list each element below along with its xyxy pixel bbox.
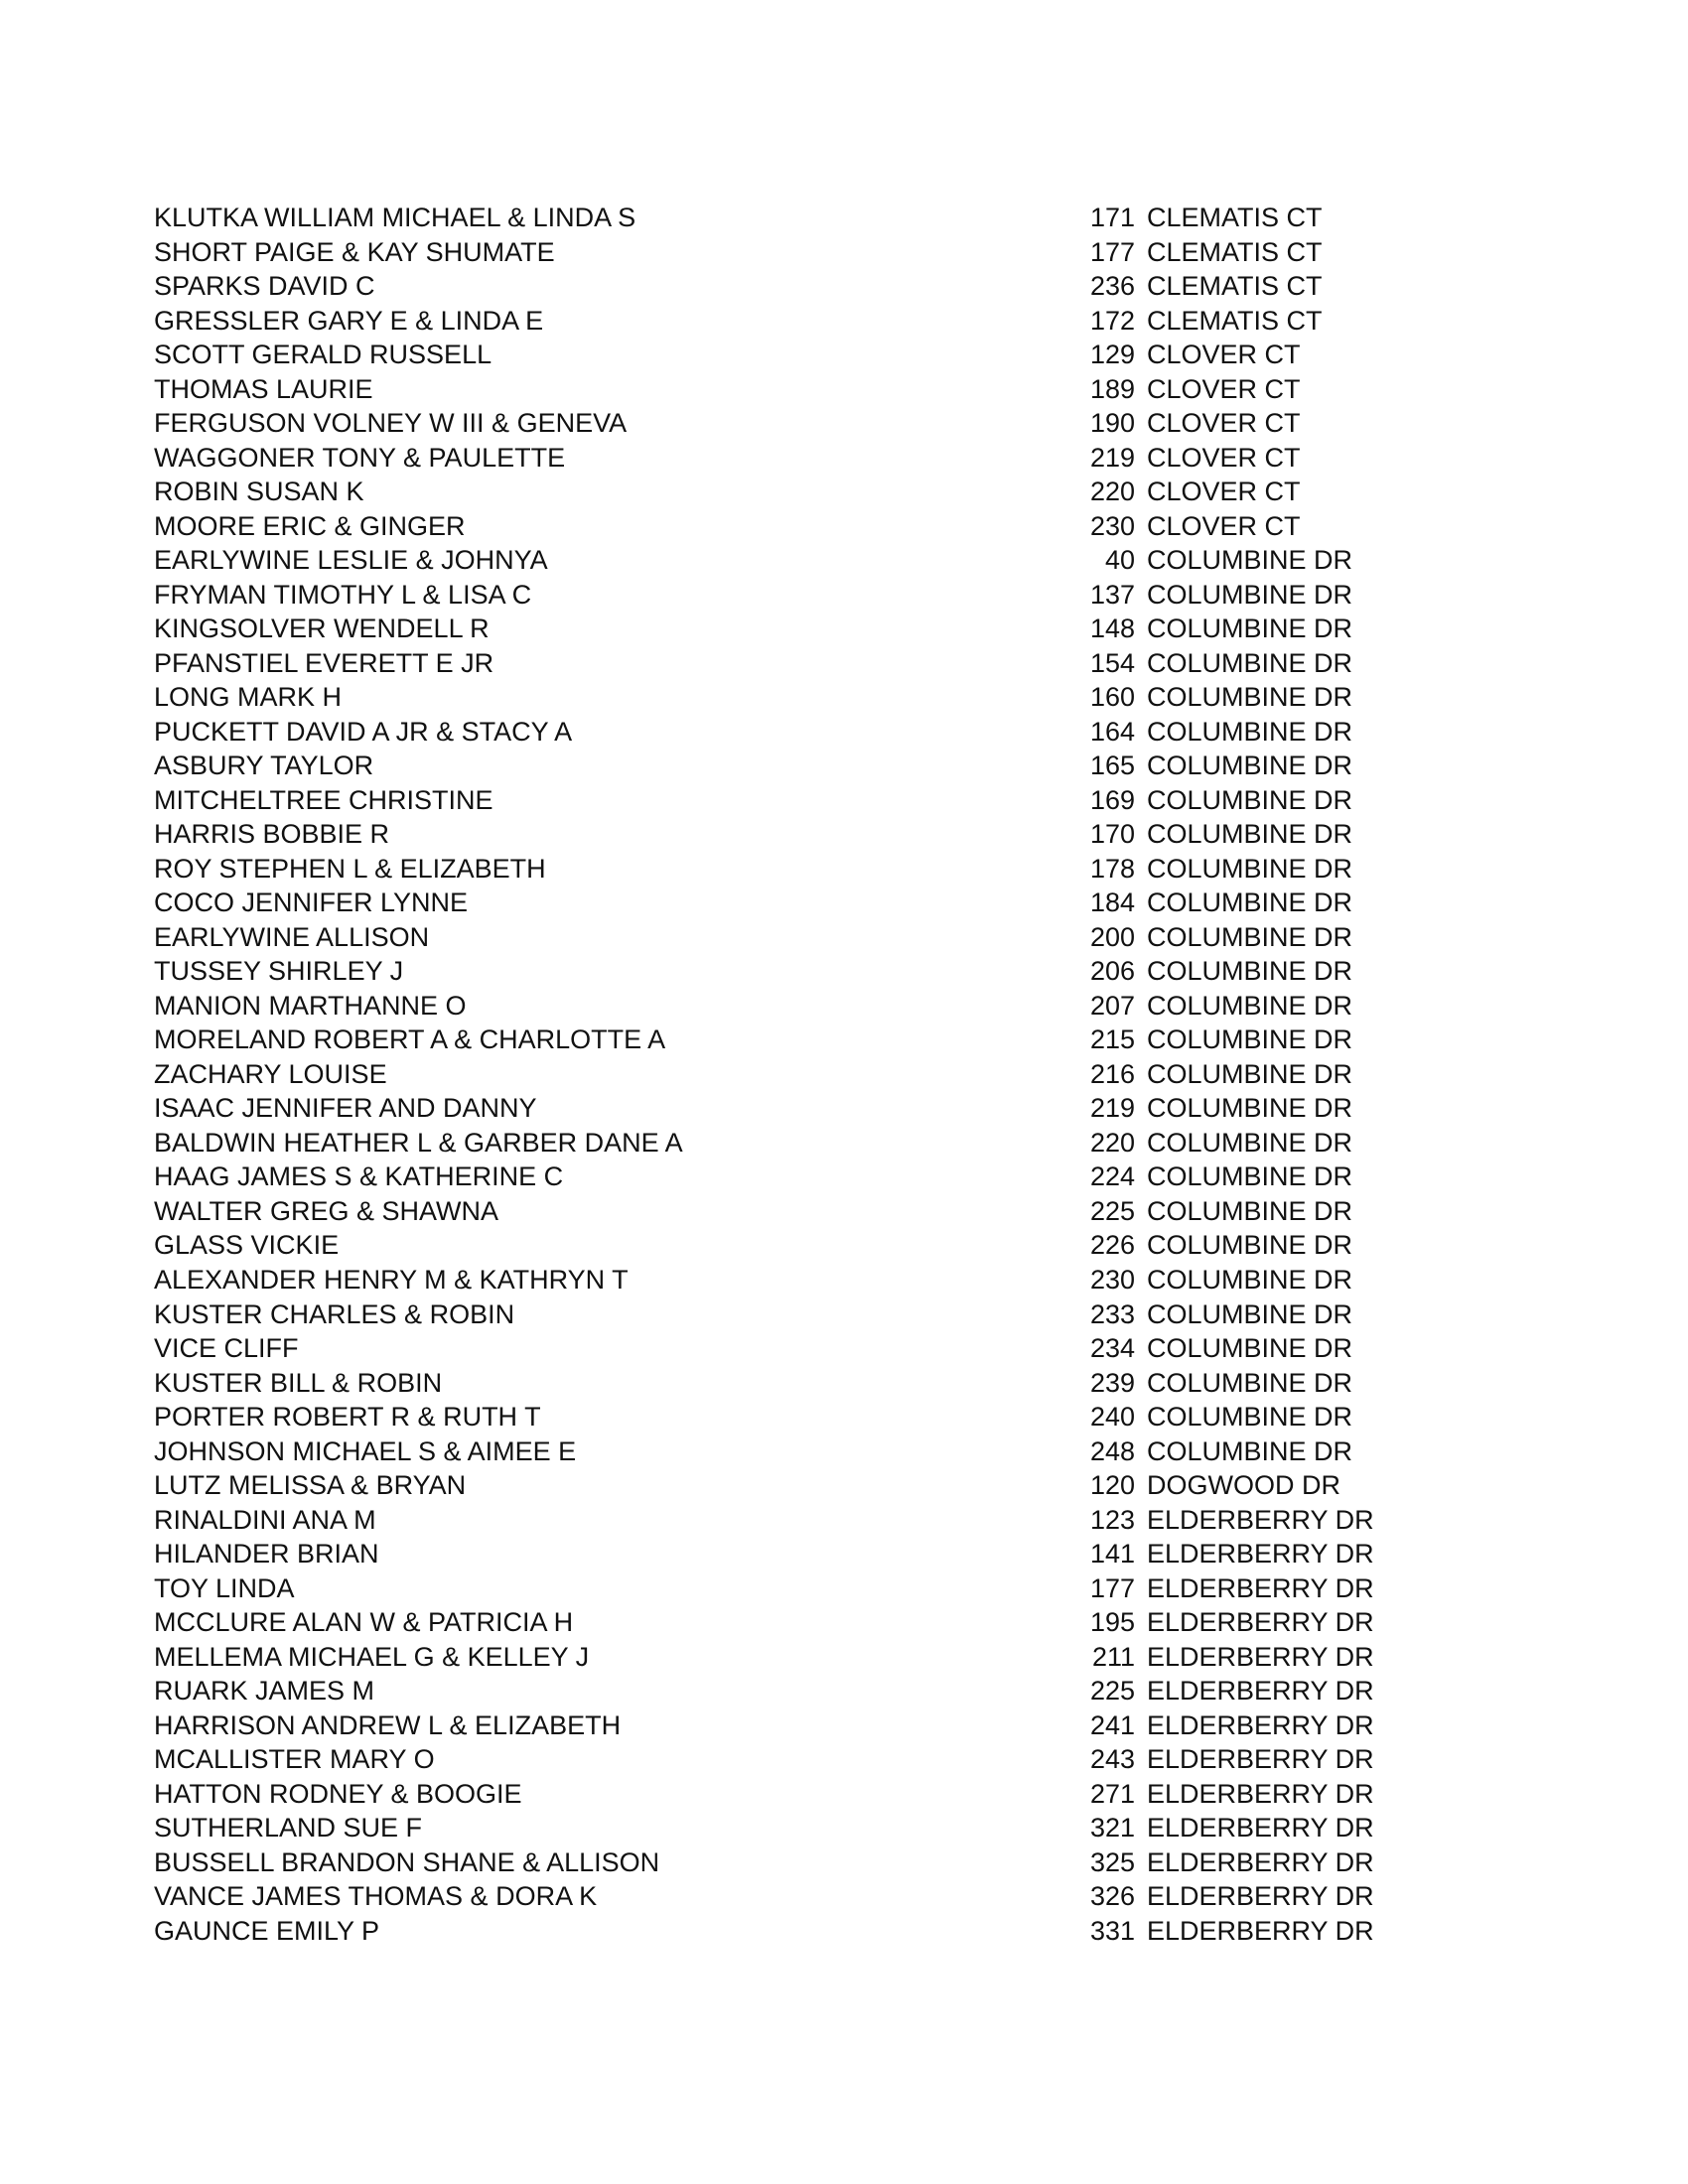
street-name: CLOVER CT [1147, 442, 1301, 473]
list-item [154, 1914, 1445, 1949]
street-name: CLOVER CT [1147, 408, 1301, 439]
street-name: COLUMBINE DR [1147, 1024, 1353, 1055]
street-name: CLOVER CT [1147, 340, 1301, 370]
house-number: 171 [1089, 203, 1135, 232]
owner-name: LONG MARK H [154, 682, 343, 713]
street-name: COLUMBINE DR [1147, 682, 1353, 713]
house-number: 178 [1089, 853, 1135, 884]
list-item [154, 235, 1445, 270]
list-item [154, 783, 1445, 818]
street-name: CLEMATIS CT [1147, 203, 1323, 232]
owner-name: ROBIN SUSAN K [154, 477, 364, 507]
list-item [154, 1537, 1445, 1571]
owner-name: MOORE ERIC & GINGER [154, 510, 466, 541]
list-item [154, 1263, 1445, 1297]
house-number: 225 [1089, 1195, 1135, 1226]
house-number: 234 [1089, 1333, 1135, 1364]
house-number: 241 [1089, 1709, 1135, 1740]
house-number: 141 [1089, 1539, 1135, 1570]
street-name: COLUMBINE DR [1147, 1367, 1353, 1398]
list-item [154, 1640, 1445, 1675]
house-number: 230 [1089, 510, 1135, 541]
street-name: ELDERBERRY DR [1147, 1915, 1374, 1946]
house-number: 220 [1089, 1127, 1135, 1158]
owner-name: KINGSOLVER WENDELL R [154, 614, 490, 644]
house-number: 215 [1089, 1024, 1135, 1055]
owner-name: FERGUSON VOLNEY W III & GENEVA [154, 408, 628, 439]
list-item [154, 1708, 1445, 1743]
list-item [154, 817, 1445, 852]
street-name: COLUMBINE DR [1147, 1195, 1353, 1226]
street-name: ELDERBERRY DR [1147, 1641, 1374, 1672]
house-number: 123 [1089, 1504, 1135, 1535]
house-number: 240 [1089, 1402, 1135, 1433]
owner-name: KUSTER CHARLES & ROBIN [154, 1298, 515, 1329]
owner-name: KLUTKA WILLIAM MICHAEL & LINDA S [154, 203, 636, 232]
owner-name: SHORT PAIGE & KAY SHUMATE [154, 236, 555, 267]
owner-name: TOY LINDA [154, 1572, 295, 1603]
owner-name: KUSTER BILL & ROBIN [154, 1367, 443, 1398]
street-name: CLEMATIS CT [1147, 236, 1323, 267]
owner-name: RUARK JAMES M [154, 1676, 375, 1706]
house-number: 184 [1089, 887, 1135, 918]
list-item [154, 989, 1445, 1024]
owner-name: BALDWIN HEATHER L & GARBER DANE A [154, 1127, 683, 1158]
owner-name: HARRISON ANDREW L & ELIZABETH [154, 1709, 622, 1740]
street-name: CLOVER CT [1147, 510, 1301, 541]
owner-name: PUCKETT DAVID A JR & STACY A [154, 716, 573, 747]
list-item [154, 749, 1445, 783]
list-item [154, 1091, 1445, 1126]
list-item [154, 509, 1445, 544]
street-name: COLUMBINE DR [1147, 819, 1353, 850]
owner-name: ISAAC JENNIFER AND DANNY [154, 1093, 537, 1124]
street-name: ELDERBERRY DR [1147, 1881, 1374, 1912]
house-number: 211 [1091, 1641, 1135, 1672]
owner-address-list [154, 201, 1445, 1948]
list-item [154, 1057, 1445, 1092]
street-name: COLUMBINE DR [1147, 1161, 1353, 1192]
owner-name: WAGGONER TONY & PAULETTE [154, 442, 566, 473]
house-number: 219 [1089, 1093, 1135, 1124]
house-number: 239 [1089, 1367, 1135, 1398]
owner-name: GRESSLER GARY E & LINDA E [154, 305, 544, 336]
owner-name: SCOTT GERALD RUSSELL [154, 340, 492, 370]
owner-name: BUSSELL BRANDON SHANE & ALLISON [154, 1846, 660, 1877]
owner-name: VANCE JAMES THOMAS & DORA K [154, 1881, 598, 1912]
street-name: COLUMBINE DR [1147, 614, 1353, 644]
owner-name: HATTON RODNEY & BOOGIE [154, 1778, 522, 1809]
street-name: COLUMBINE DR [1147, 887, 1353, 918]
list-item [154, 1434, 1445, 1469]
house-number: 189 [1089, 373, 1135, 404]
street-name: ELDERBERRY DR [1147, 1504, 1374, 1535]
owner-name: EARLYWINE ALLISON [154, 921, 430, 952]
owner-name: MANION MARTHANNE O [154, 990, 467, 1021]
list-item [154, 852, 1445, 887]
street-name: ELDERBERRY DR [1147, 1709, 1374, 1740]
owner-name: MITCHELTREE CHRISTINE [154, 784, 493, 815]
owner-name: VICE CLIFF [154, 1333, 299, 1364]
owner-name: THOMAS LAURIE [154, 373, 373, 404]
list-item [154, 886, 1445, 920]
street-name: ELDERBERRY DR [1147, 1846, 1374, 1877]
house-number: 129 [1089, 340, 1135, 370]
owner-name: ROY STEPHEN L & ELIZABETH [154, 853, 546, 884]
street-name: COLUMBINE DR [1147, 1058, 1353, 1089]
house-number: 219 [1089, 442, 1135, 473]
house-number: 154 [1089, 647, 1135, 678]
house-number: 195 [1089, 1607, 1135, 1638]
house-number: 206 [1089, 956, 1135, 987]
owner-name: MORELAND ROBERT A & CHARLOTTE A [154, 1024, 666, 1055]
owner-name: HILANDER BRIAN [154, 1539, 379, 1570]
list-item [154, 1605, 1445, 1640]
house-number: 169 [1089, 784, 1135, 815]
street-name: COLUMBINE DR [1147, 716, 1353, 747]
house-number: 165 [1089, 751, 1135, 781]
house-number: 164 [1089, 716, 1135, 747]
house-number: 177 [1089, 236, 1135, 267]
owner-name: FRYMAN TIMOTHY L & LISA C [154, 579, 532, 610]
street-name: COLUMBINE DR [1147, 921, 1353, 952]
house-number: 326 [1089, 1881, 1135, 1912]
house-number: 233 [1089, 1298, 1135, 1329]
owner-name: EARLYWINE LESLIE & JOHNYA [154, 545, 548, 576]
owner-name: MCALLISTER MARY O [154, 1744, 435, 1775]
street-name: ELDERBERRY DR [1147, 1744, 1374, 1775]
list-item [154, 1023, 1445, 1057]
house-number: 177 [1089, 1572, 1135, 1603]
street-name: COLUMBINE DR [1147, 1333, 1353, 1364]
street-name: COLUMBINE DR [1147, 1230, 1353, 1261]
street-name: COLUMBINE DR [1147, 545, 1353, 576]
owner-name: RINALDINI ANA M [154, 1504, 376, 1535]
street-name: COLUMBINE DR [1147, 751, 1353, 781]
street-name: ELDERBERRY DR [1147, 1813, 1374, 1843]
house-number: 248 [1089, 1435, 1135, 1466]
list-item [154, 304, 1445, 339]
house-number: 216 [1089, 1058, 1135, 1089]
street-name: COLUMBINE DR [1147, 1264, 1353, 1295]
house-number: 236 [1089, 271, 1135, 302]
list-item [154, 338, 1445, 372]
street-name: COLUMBINE DR [1147, 1298, 1353, 1329]
street-name: CLEMATIS CT [1147, 271, 1323, 302]
owner-name: MCCLURE ALAN W & PATRICIA H [154, 1607, 574, 1638]
list-item [154, 1879, 1445, 1914]
house-number: 207 [1089, 990, 1135, 1021]
street-name: COLUMBINE DR [1147, 647, 1353, 678]
owner-name: PFANSTIEL EVERETT E JR [154, 647, 494, 678]
list-item [154, 920, 1445, 955]
street-name: COLUMBINE DR [1147, 956, 1353, 987]
street-name: ELDERBERRY DR [1147, 1539, 1374, 1570]
list-item [154, 646, 1445, 681]
list-item [154, 1228, 1445, 1263]
house-number: 148 [1089, 614, 1135, 644]
list-item [154, 269, 1445, 304]
owner-name: SUTHERLAND SUE F [154, 1813, 423, 1843]
street-name: COLUMBINE DR [1147, 1093, 1353, 1124]
house-number: 243 [1089, 1744, 1135, 1775]
house-number: 331 [1089, 1915, 1135, 1946]
street-name: CLOVER CT [1147, 373, 1301, 404]
house-number: 137 [1089, 579, 1135, 610]
list-item [154, 1845, 1445, 1880]
list-item [154, 1297, 1445, 1332]
list-item [154, 1811, 1445, 1845]
list-item [154, 1468, 1445, 1503]
list-item [154, 1571, 1445, 1606]
owner-name: ZACHARY LOUISE [154, 1058, 387, 1089]
street-name: COLUMBINE DR [1147, 853, 1353, 884]
owner-name: HAAG JAMES S & KATHERINE C [154, 1161, 564, 1192]
owner-name: MELLEMA MICHAEL G & KELLEY J [154, 1641, 590, 1672]
street-name: COLUMBINE DR [1147, 784, 1353, 815]
list-item [154, 475, 1445, 509]
list-item [154, 954, 1445, 989]
owner-name: COCO JENNIFER LYNNE [154, 887, 469, 918]
owner-name: GLASS VICKIE [154, 1230, 340, 1261]
owner-name: LUTZ MELISSA & BRYAN [154, 1470, 467, 1501]
house-number: 230 [1089, 1264, 1135, 1295]
list-item [154, 612, 1445, 646]
house-number: 220 [1089, 477, 1135, 507]
house-number: 200 [1089, 921, 1135, 952]
house-number: 224 [1089, 1161, 1135, 1192]
list-item [154, 1331, 1445, 1366]
list-item [154, 578, 1445, 613]
list-item [154, 1160, 1445, 1194]
street-name: ELDERBERRY DR [1147, 1676, 1374, 1706]
house-number: 271 [1089, 1778, 1135, 1809]
list-item [154, 441, 1445, 476]
house-number: 321 [1089, 1813, 1135, 1843]
street-name: COLUMBINE DR [1147, 579, 1353, 610]
list-item [154, 1777, 1445, 1812]
list-item [154, 1400, 1445, 1434]
street-name: CLEMATIS CT [1147, 305, 1323, 336]
list-item [154, 1194, 1445, 1229]
house-number: 190 [1089, 408, 1135, 439]
street-name: CLOVER CT [1147, 477, 1301, 507]
list-item [154, 1742, 1445, 1777]
list-item [154, 1126, 1445, 1160]
list-item [154, 543, 1445, 578]
street-name: ELDERBERRY DR [1147, 1607, 1374, 1638]
list-item [154, 715, 1445, 750]
house-number: 40 [1104, 545, 1135, 576]
list-item [154, 201, 1445, 235]
list-item [154, 1503, 1445, 1538]
street-name: COLUMBINE DR [1147, 1402, 1353, 1433]
list-item [154, 1366, 1445, 1401]
street-name: ELDERBERRY DR [1147, 1572, 1374, 1603]
street-name: COLUMBINE DR [1147, 1435, 1353, 1466]
owner-name: TUSSEY SHIRLEY J [154, 956, 404, 987]
house-number: 170 [1089, 819, 1135, 850]
house-number: 226 [1089, 1230, 1135, 1261]
list-item [154, 406, 1445, 441]
owner-name: ASBURY TAYLOR [154, 751, 374, 781]
owner-name: GAUNCE EMILY P [154, 1915, 380, 1946]
owner-name: ALEXANDER HENRY M & KATHRYN T [154, 1264, 629, 1295]
owner-name: SPARKS DAVID C [154, 271, 375, 302]
owner-name: JOHNSON MICHAEL S & AIMEE E [154, 1435, 577, 1466]
house-number: 160 [1089, 682, 1135, 713]
house-number: 172 [1089, 305, 1135, 336]
street-name: DOGWOOD DR [1147, 1470, 1340, 1501]
list-item [154, 1674, 1445, 1708]
house-number: 120 [1089, 1470, 1135, 1501]
list-item [154, 372, 1445, 407]
owner-name: HARRIS BOBBIE R [154, 819, 390, 850]
house-number: 325 [1089, 1846, 1135, 1877]
street-name: COLUMBINE DR [1147, 1127, 1353, 1158]
street-name: COLUMBINE DR [1147, 990, 1353, 1021]
street-name: ELDERBERRY DR [1147, 1778, 1374, 1809]
owner-name: PORTER ROBERT R & RUTH T [154, 1402, 541, 1433]
owner-name: WALTER GREG & SHAWNA [154, 1195, 499, 1226]
list-item [154, 680, 1445, 715]
house-number: 225 [1089, 1676, 1135, 1706]
